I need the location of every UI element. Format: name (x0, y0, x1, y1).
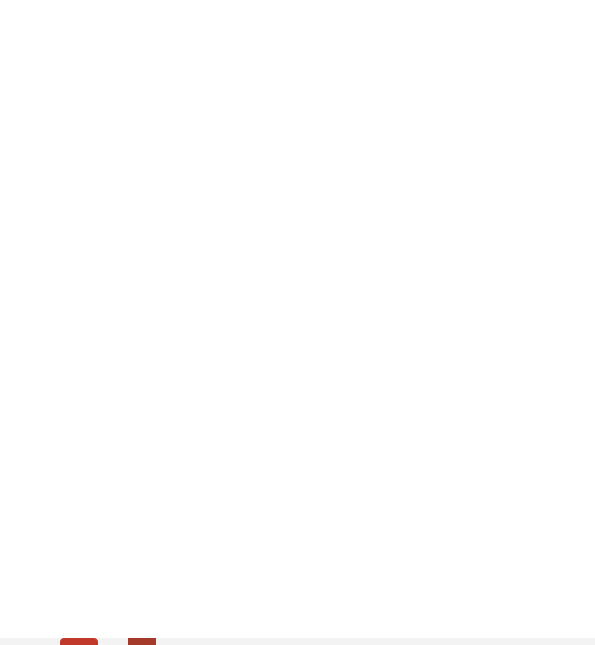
cropped-bottom-strip (0, 638, 595, 645)
cropped-red-shape (60, 638, 98, 645)
cropped-dark-shape (128, 638, 156, 645)
